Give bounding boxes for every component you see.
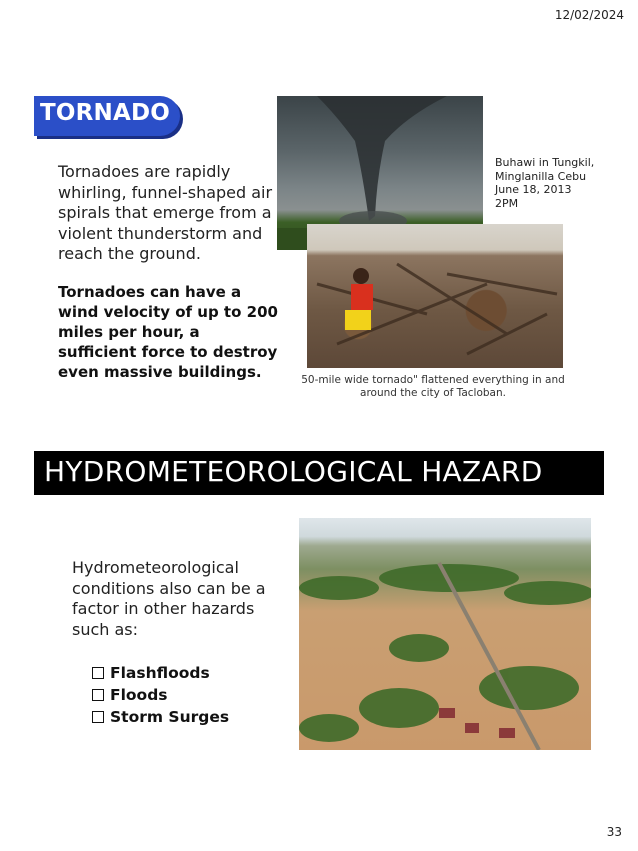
tornado-emphasis: Tornadoes can have a wind velocity of up to 200 miles per hour, a sufficient force to destroy even massive buildings.: [58, 283, 278, 381]
list-item: Storm Surges: [92, 706, 229, 728]
caption-line: 2PM: [495, 196, 519, 210]
checkbox-bullet-icon: [92, 667, 104, 679]
debris-illustration: [307, 224, 563, 368]
tornado-photo-caption: [495, 156, 605, 210]
hazard-list: [92, 662, 229, 728]
flood-photo: [299, 518, 591, 750]
debris-photo-caption: 50-mile wide tornado" flattened everything in and around the city of Tacloban.: [301, 374, 565, 399]
tornado-description: Tornadoes are rapidly whirling, funnel-shaped air spirals that emerge from a violent thunderstorm and reach the ground.: [58, 162, 273, 263]
slide-date: 12/02/2024: [554, 8, 624, 22]
page-number: 33: [606, 825, 622, 839]
caption-line: Buhawi in Tungkil,: [495, 156, 595, 169]
flood-illustration: [299, 518, 591, 750]
hydro-description: Hydrometeorological conditions also can be a factor in other hazards such as:: [72, 558, 266, 639]
debris-photo: [307, 224, 563, 368]
list-item: Flashfloods: [92, 662, 229, 684]
caption-line: Minglanilla Cebu: [495, 169, 587, 183]
list-item: Floods: [92, 684, 229, 706]
checkbox-bullet-icon: [92, 711, 104, 723]
tornado-title: TORNADO: [40, 100, 171, 126]
hydro-title: HYDROMETEOROLOGICAL HAZARD: [44, 455, 543, 488]
caption-line: June 18, 2013: [495, 183, 572, 196]
checkbox-bullet-icon: [92, 689, 104, 701]
